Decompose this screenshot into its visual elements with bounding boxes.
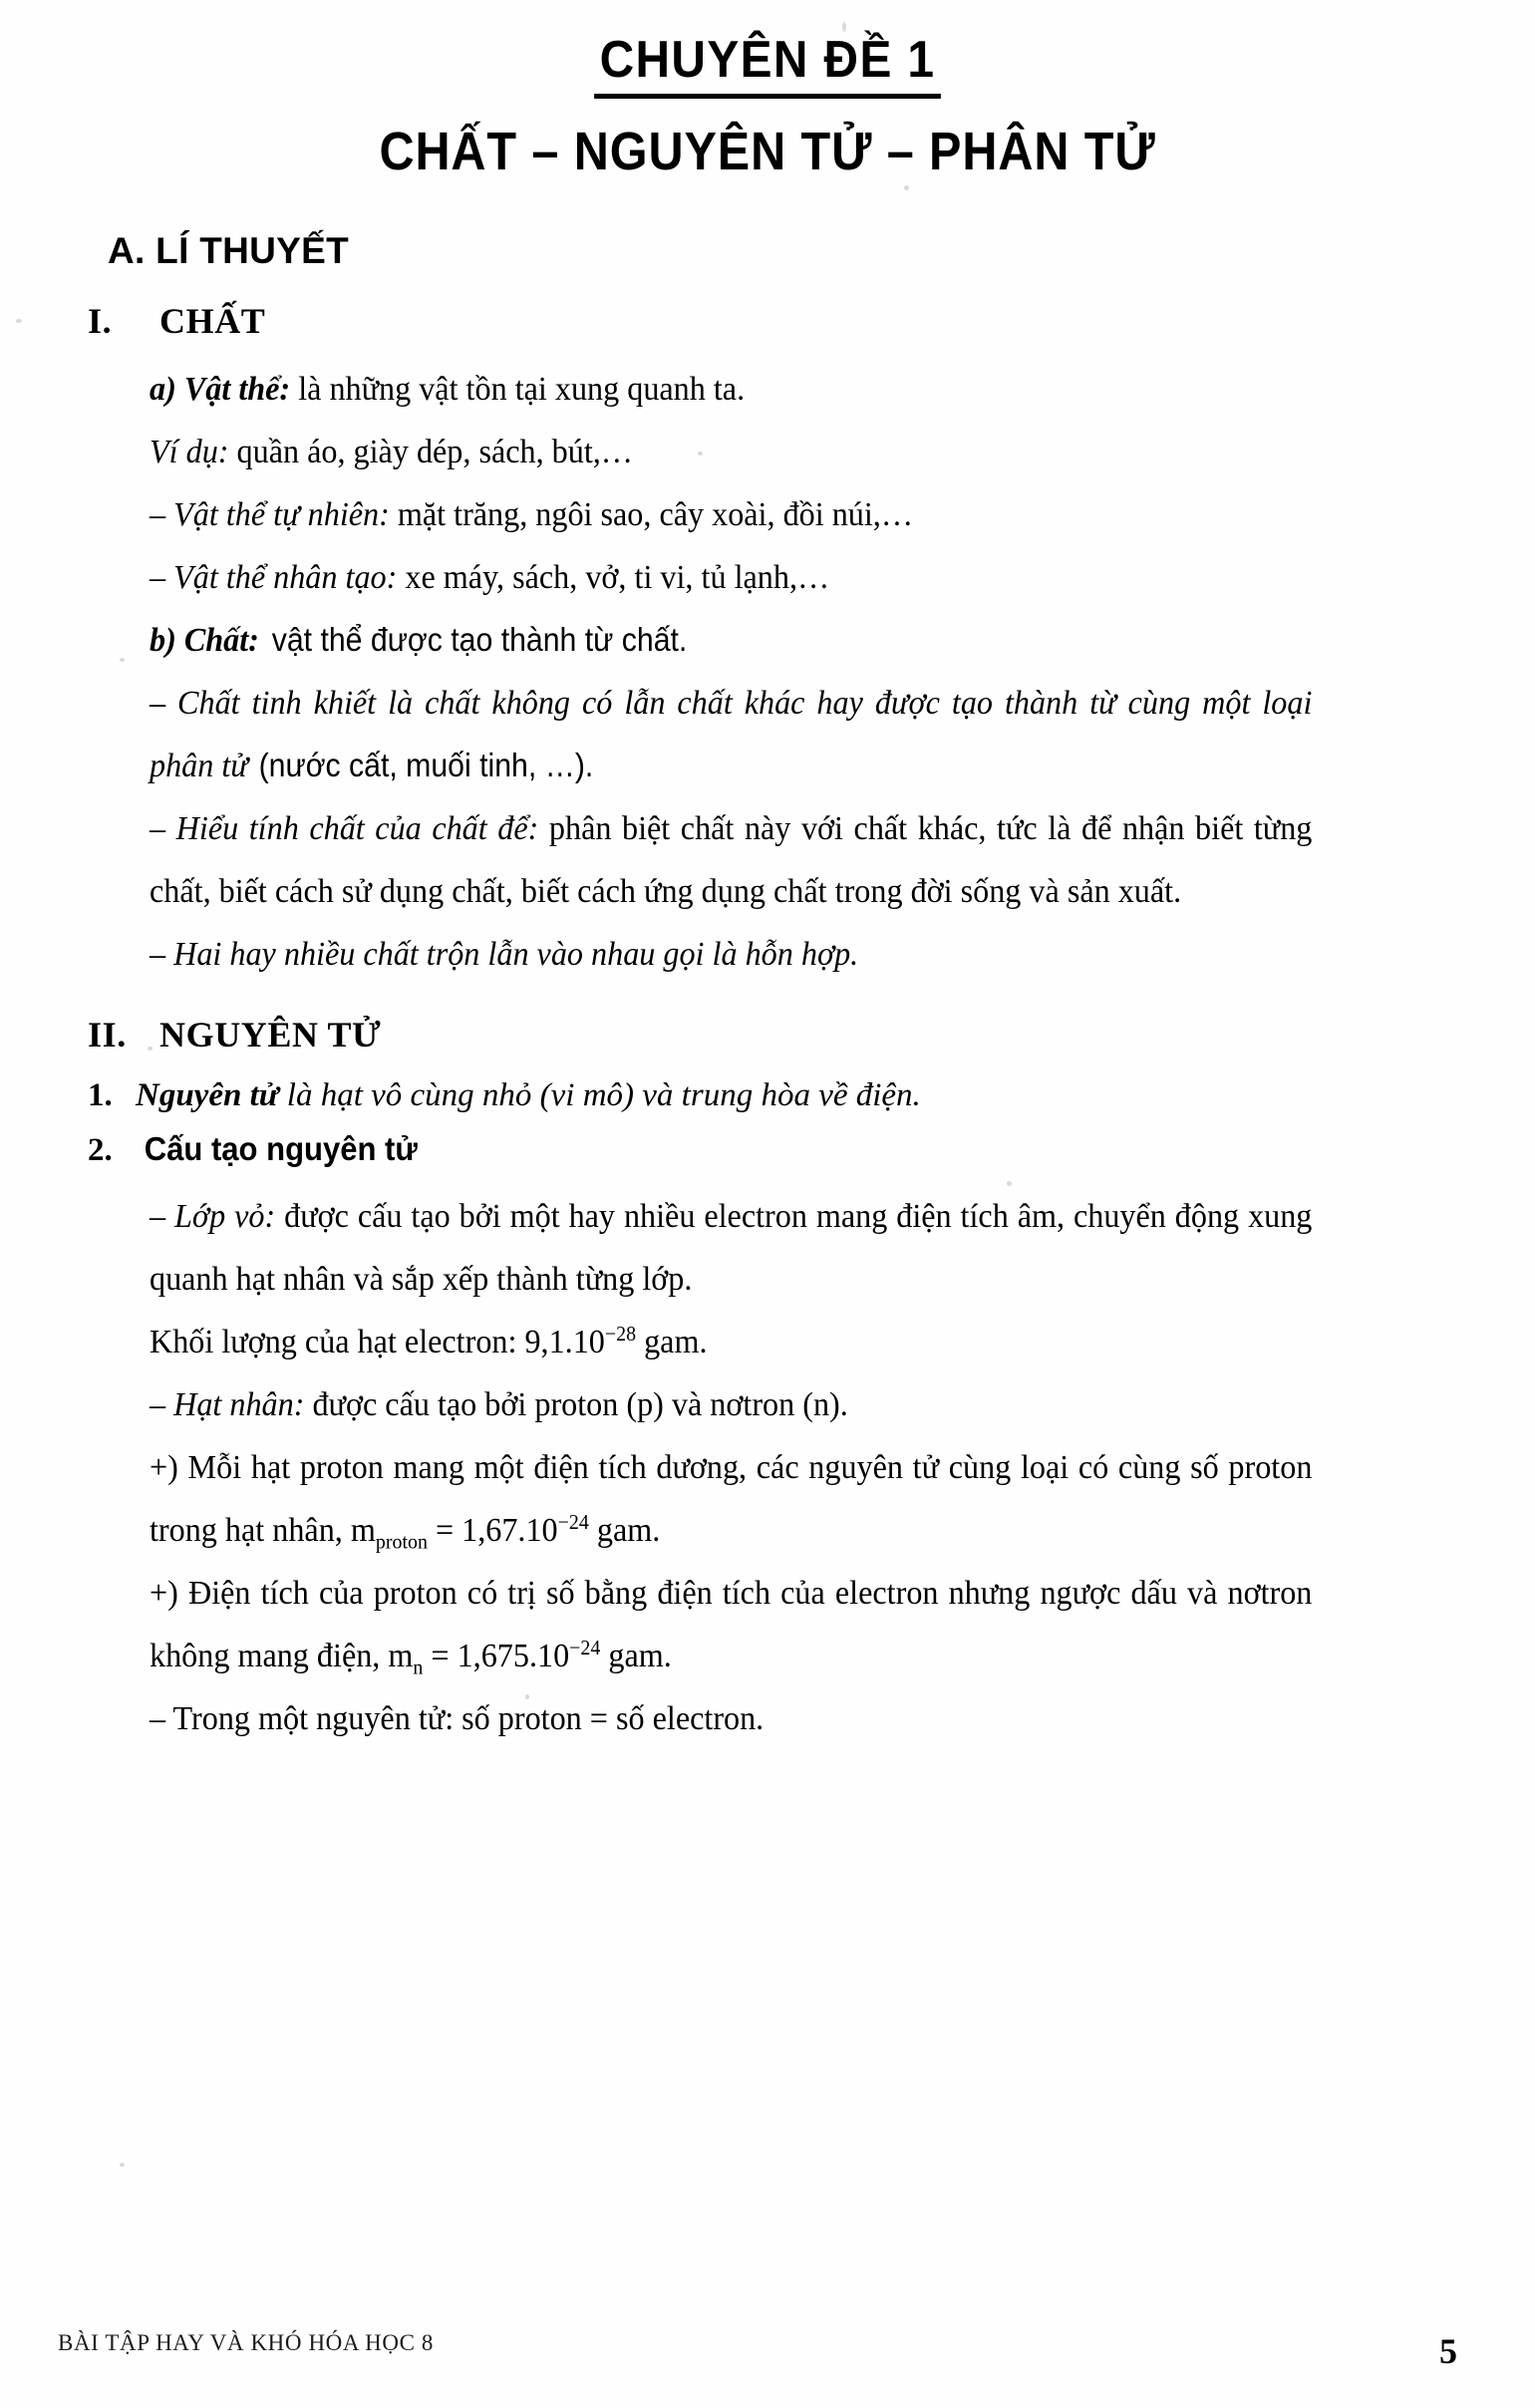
text-lop-vo: được cấu tạo bởi một hay nhiều electron mang điện tích âm, chuyển động xung quanh hạt nhân và sắp xếp thành từng lớp. bbox=[150, 1197, 1313, 1298]
heading-section-a: A. LÍ THUYẾT bbox=[108, 229, 350, 271]
paragraph-chat bbox=[150, 609, 1327, 672]
text-vat-the-nhan-tao: xe máy, sách, vở, ti vi, tủ lạnh,… bbox=[397, 558, 830, 596]
text-so-proton: – Trong một nguyên tử: số proton = số electron. bbox=[150, 1699, 765, 1737]
label-vi-du: Ví dụ: bbox=[150, 433, 229, 470]
text-notron-exponent: −24 bbox=[569, 1636, 601, 1659]
heading-item-1-bold: Nguyên tử bbox=[136, 1076, 279, 1113]
heading-item-2 bbox=[88, 1130, 1535, 1169]
text-notron-subscript: n bbox=[413, 1656, 424, 1679]
page-title-text: CHUYÊN ĐỀ 1 bbox=[594, 33, 941, 99]
paragraph-proton-dien-tich-duong bbox=[150, 1436, 1312, 1562]
scan-speck bbox=[16, 319, 22, 323]
heading-section-ii bbox=[88, 1014, 1535, 1055]
label-lop-vo: – Lớp vỏ: bbox=[150, 1197, 276, 1235]
paragraph-vat-the-nhan-tao bbox=[150, 546, 1327, 609]
text-khoi-luong-post: gam. bbox=[636, 1323, 708, 1360]
paragraph-hon-hop bbox=[150, 923, 1327, 986]
text-hon-hop: – Hai hay nhiều chất trộn lẫn vào nhau gọi là hỗn hợp. bbox=[150, 935, 859, 973]
heading-item-1 bbox=[88, 1077, 1535, 1114]
paragraph-vat-the-tu-nhien bbox=[150, 483, 1327, 546]
text-proton-post: gam. bbox=[588, 1511, 661, 1549]
scan-speck bbox=[148, 1047, 153, 1051]
text-notron-post: gam. bbox=[600, 1637, 672, 1674]
text-notron-pre: +) Điện tích của proton có trị số bằng điện tích của electron nhưng ngược dấu và nơtron không mang điện, m bbox=[150, 1574, 1313, 1674]
label-hieu-tinh-chat: – Hiểu tính chất của chất để: bbox=[150, 809, 539, 847]
heading-section-i-numeral: I. bbox=[88, 300, 113, 341]
paragraph-khoi-luong-electron bbox=[150, 1311, 1327, 1373]
text-hieu-tinh-chat: phân biệt chất này với chất khác, tức là để nhận biết từng chất, biết cách sử dụng chất, biết cách ứng dụng chất trong đời sống và sản xuất. bbox=[150, 809, 1313, 910]
text-vi-du: quần áo, giày dép, sách, bút,… bbox=[228, 433, 633, 470]
label-chat: b) Chất: bbox=[150, 621, 259, 659]
text-vat-the-tu-nhien: mặt trăng, ngôi sao, cây xoài, đồi núi,… bbox=[389, 495, 914, 533]
paragraph-lop-vo bbox=[150, 1185, 1312, 1311]
page-subtitle: CHẤT – NGUYÊN TỬ – PHÂN TỬ bbox=[379, 121, 1156, 181]
page-title bbox=[62, 0, 1474, 99]
paragraph-vi-du bbox=[150, 421, 1327, 483]
heading-item-2-text: Cấu tạo nguyên tử bbox=[144, 1129, 418, 1167]
heading-item-1-rest: là hạt vô cùng nhỏ (vi mô) và trung hòa về điện. bbox=[278, 1076, 921, 1113]
text-khoi-luong-exponent: −28 bbox=[604, 1322, 637, 1346]
paragraph-hieu-tinh-chat bbox=[150, 797, 1312, 923]
label-vat-the-tu-nhien: – Vật thể tự nhiên: bbox=[150, 495, 390, 533]
text-chat-tinh-khiet-italic: – Chất tinh khiết là chất không có lẫn chất khác hay được tạo thành từ cùng một loại phân tử bbox=[150, 684, 1313, 784]
scan-speck bbox=[904, 185, 909, 190]
paragraph-vat-the bbox=[150, 358, 1327, 421]
text-hat-nhan: được cấu tạo bởi proton (p) và nơtron (n). bbox=[304, 1385, 848, 1423]
heading-section-i-text: CHẤT bbox=[159, 300, 266, 341]
heading-section-ii-text: NGUYÊN TỬ bbox=[159, 1014, 382, 1054]
scan-speck bbox=[120, 2163, 125, 2167]
text-vat-the: là những vật tồn tại xung quanh ta. bbox=[290, 370, 746, 408]
paragraph-proton-electron-nguoc-dau bbox=[150, 1562, 1312, 1687]
footer-book-title: BÀI TẬP HAY VÀ KHÓ HÓA HỌC 8 bbox=[58, 2330, 434, 2355]
heading-section-ii-numeral: II. bbox=[88, 1014, 127, 1054]
heading-item-1-numeral: 1. bbox=[88, 1076, 113, 1113]
paragraph-so-proton-bang-so-electron bbox=[150, 1687, 1327, 1750]
paragraph-chat-tinh-khiet bbox=[150, 672, 1312, 797]
text-proton-exponent: −24 bbox=[557, 1510, 589, 1534]
text-khoi-luong-pre: Khối lượng của hạt electron: 9,1.10 bbox=[150, 1323, 605, 1360]
text-notron-mid: = 1,675.10 bbox=[423, 1637, 570, 1674]
page-number: 5 bbox=[1439, 2331, 1457, 2371]
label-hat-nhan: – Hạt nhân: bbox=[150, 1385, 305, 1423]
heading-item-2-numeral: 2. bbox=[88, 1131, 113, 1168]
paragraph-hat-nhan bbox=[150, 1373, 1327, 1436]
scan-speck bbox=[120, 658, 125, 662]
text-proton-pre: +) Mỗi hạt proton mang một điện tích dương, các nguyên tử cùng loại có cùng số proton trong hạt nhân, m bbox=[150, 1448, 1313, 1549]
heading-section-i bbox=[88, 300, 1535, 342]
text-proton-mid: = 1,67.10 bbox=[427, 1511, 558, 1549]
label-vat-the: a) Vật thể: bbox=[150, 370, 291, 408]
text-chat: vật thể được tạo thành từ chất. bbox=[272, 621, 688, 659]
text-chat-tinh-khiet-rest: (nước cất, muối tinh, …). bbox=[258, 747, 594, 784]
text-proton-subscript: proton bbox=[375, 1530, 428, 1554]
label-vat-the-nhan-tao: – Vật thể nhân tạo: bbox=[150, 558, 398, 596]
